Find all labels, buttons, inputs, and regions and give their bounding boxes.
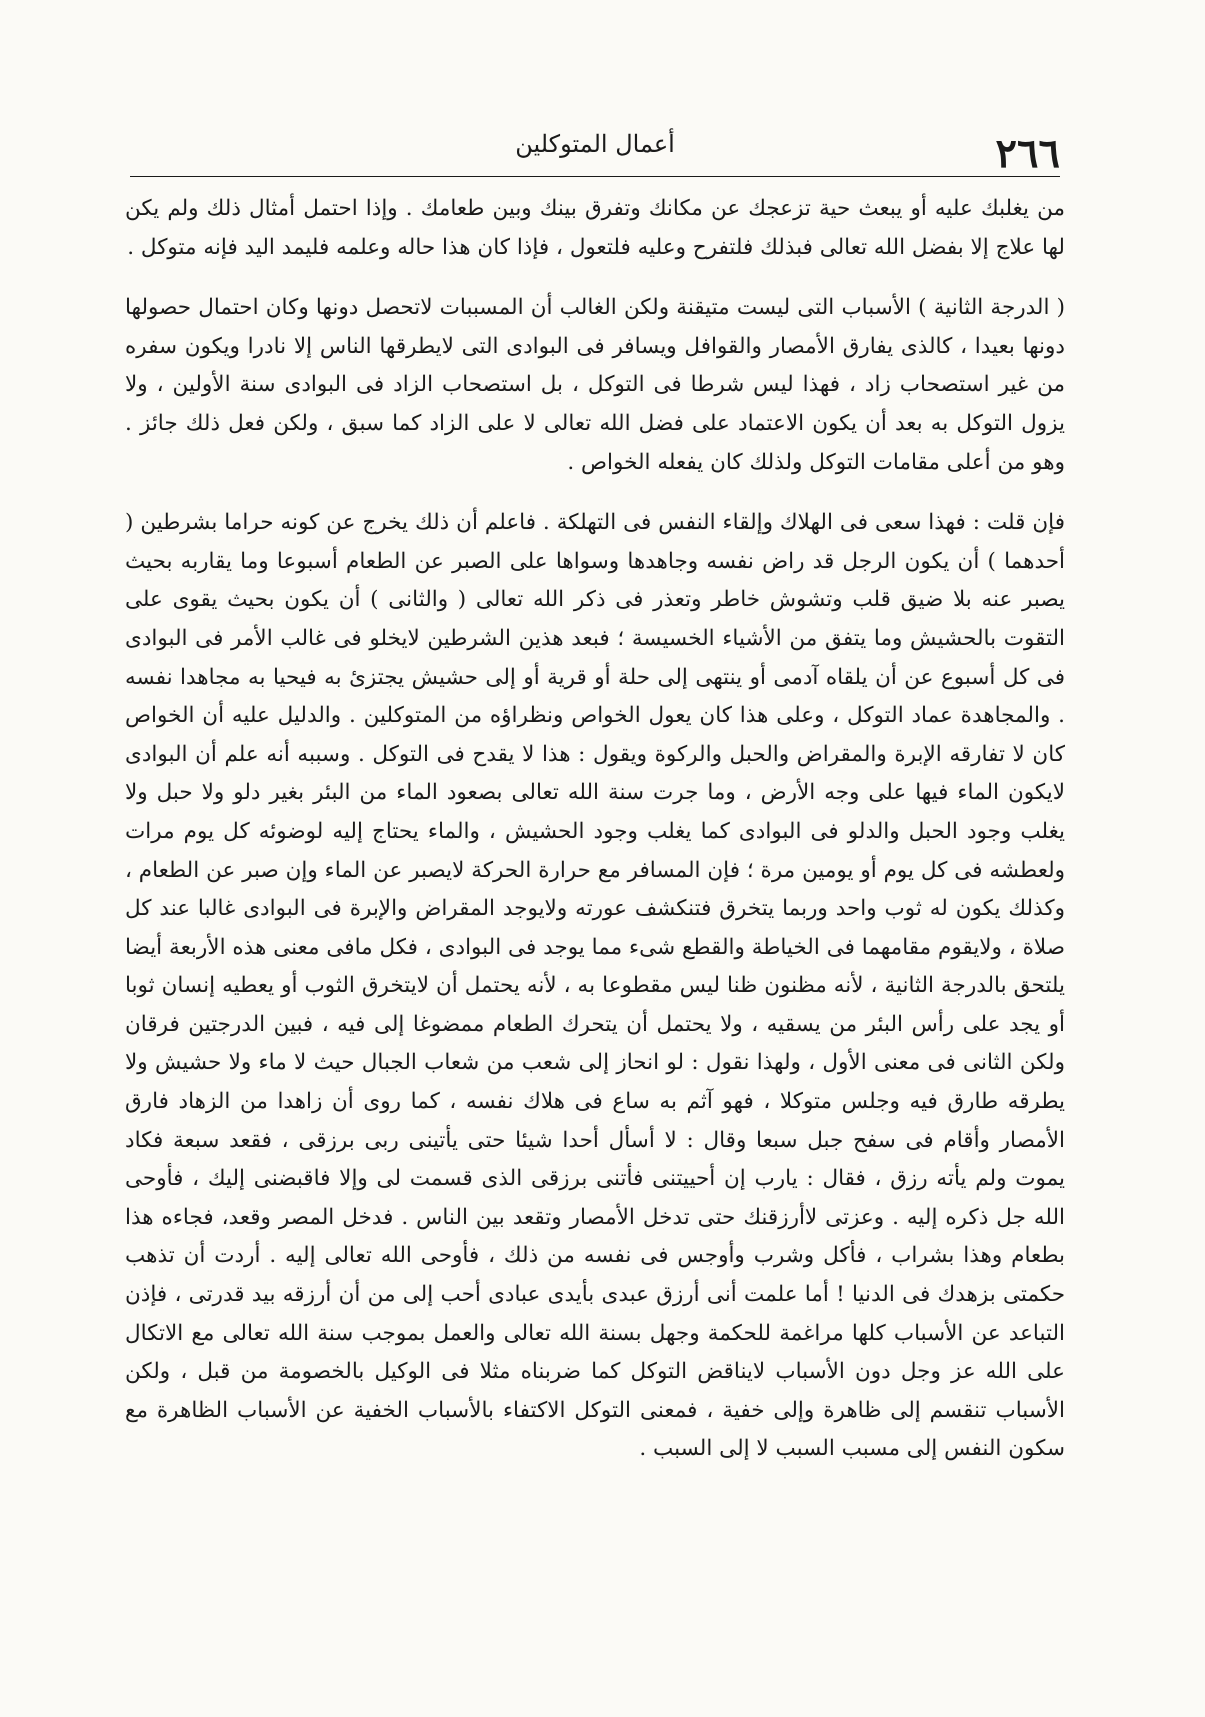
- page-body: [125, 190, 1065, 1469]
- page-header: [130, 128, 1060, 177]
- paragraph-objection: فإن قلت : فهذا سعى فى الهلاك وإلقاء النفس فى التهلكة . فاعلم أن ذلك يخرج عن كونه حراما بشرطين ( أحدهما ) أن يكون الرجل قد راض نفسه وجاهدها وسواها على الصبر عن الطعام أسبوعا وما يقاربه بحيث يصبر عنه بلا ضيق قلب وتشوش خاطر وتعذر فى ذكر الله تعالى ( والثانى ) أن يكون بحيث يقوى على التقوت بالحشيش وما يتفق من الأشياء الخسيسة ؛ فبعد هذين الشرطين لايخلو فى غالب الأمر فى البوادى فى كل أسبوع عن أن يلقاه آدمى أو ينتهى إلى حلة أو قرية أو إلى حشيش يجتزئ به فيحيا به مجاهدا نفسه . والمجاهدة عماد التوكل ، وعلى هذا كان يعول الخواص ونظراؤه من المتوكلين . والدليل عليه أن الخواص كان لا تفارقه الإبرة والمقراض والحبل والركوة ويقول : هذا لا يقدح فى التوكل . وسببه أنه علم أن البوادى لايكون الماء فيها على وجه الأرض ، وما جرت سنة الله تعالى بصعود الماء من البئر بغير دلو ولا حبل ولا يغلب وجود الحبل والدلو فى البوادى كما يغلب وجود الحشيش ، والماء يحتاج إليه لوضوئه كل يوم مرات ولعطشه فى كل يوم أو يومين مرة ؛ فإن المسافر مع حرارة الحركة لايصبر عن الماء وإن صبر عن الطعام ، وكذلك يكون له ثوب واحد وربما يتخرق فتنكشف عورته ولايوجد المقراض والإبرة فى البوادى غالبا عند كل صلاة ، ولايقوم مقامهما فى الخياطة والقطع شىء مما يوجد فى البوادى ، فكل مافى معنى هذه الأربعة أيضا يلتحق بالدرجة الثانية ، لأنه مظنون ظنا ليس مقطوعا به ، لأنه يحتمل أن لايتخرق الثوب أو يعطيه إنسان ثوبا أو يجد على رأس البئر من يسقيه ، ولا يحتمل أن يتحرك الطعام ممضوغا إلى فيه ، فبين الدرجتين فرقان ولكن الثانى فى معنى الأول ، ولهذا نقول : لو انحاز إلى شعب من شعاب الجبال حيث لا ماء ولا حشيش ولا يطرقه طارق فيه وجلس متوكلا ، فهو آثم به ساع فى هلاك نفسه ، كما روى أن زاهدا من الزهاد فارق الأمصار وأقام فى سفح جبل سبعا وقال : لا أسأل أحدا شيئا حتى يأتينى ربى برزقى ، فقعد سبعة فكاد يموت ولم يأته رزق ، فقال : يارب إن أحييتنى فأتنى برزقى الذى قسمت لى وإلا فاقبضنى إليك ، فأوحى الله جل ذكره إليه . وعزتى لاأرزقنك حتى تدخل الأمصار وتقعد بين الناس . فدخل المصر وقعد، فجاءه هذا بطعام وهذا بشراب ، فأكل وشرب وأوجس فى نفسه من ذلك ، فأوحى الله تعالى إليه . أردت أن تذهب حكمتى بزهدك فى الدنيا ! أما علمت أنى أرزق عبدى بأيدى عبادى أحب إلى من أن أرزقه بيد قدرتى ، فإذن التباعد عن الأسباب كلها مراغمة للحكمة وجهل بسنة الله تعالى والعمل بموجب سنة الله تعالى مع الاتكال على الله عز وجل دون الأسباب لايناقض التوكل كما ضربناه مثلا فى الوكيل بالخصومة من قبل ، ولكن الأسباب تنقسم إلى ظاهرة وإلى خفية ، فمعنى التوكل الاكتفاء بالأسباب الخفية عن الأسباب الظاهرة مع سكون النفس إلى مسبب السبب لا إلى السبب .: [125, 510, 1066, 1462]
- page-number: ٢٦٦: [995, 130, 1060, 177]
- paragraph-second-degree: ( الدرجة الثانية ) الأسباب التى ليست متيقنة ولكن الغالب أن المسببات لاتحصل دونها وكان احتمال حصولها دونها بعيدا ، كالذى يفارق الأمصار والقوافل ويسافر فى البوادى التى لايطرقها الناس إلا نادرا ويكون سفره من غير استصحاب زاد ، فهذا ليس شرطا فى التوكل ، بل استصحاب الزاد فى البوادى سنة الأولين ، ولا يزول التوكل به بعد أن يكون الاعتماد على فضل الله تعالى لا على الزاد كما سبق ، ولكن فعل ذلك جائز . وهو من أعلى مقامات التوكل ولذلك كان يفعله الخواص .: [125, 295, 1065, 475]
- paragraph-continuation: من يغلبك عليه أو يبعث حية تزعجك عن مكانك وتفرق بينك وبين طعامك . وإذا احتمل أمثال ذلك ولم يكن لها علاج إلا بفضل الله تعالى فبذلك فلتفرح وعليه فلتعول ، فإذا كان هذا حاله وعلمه فليمد اليد فإنه متوكل .: [125, 196, 1065, 260]
- header-rule: [130, 176, 1060, 177]
- running-title: أعمال المتوكلين: [515, 130, 675, 158]
